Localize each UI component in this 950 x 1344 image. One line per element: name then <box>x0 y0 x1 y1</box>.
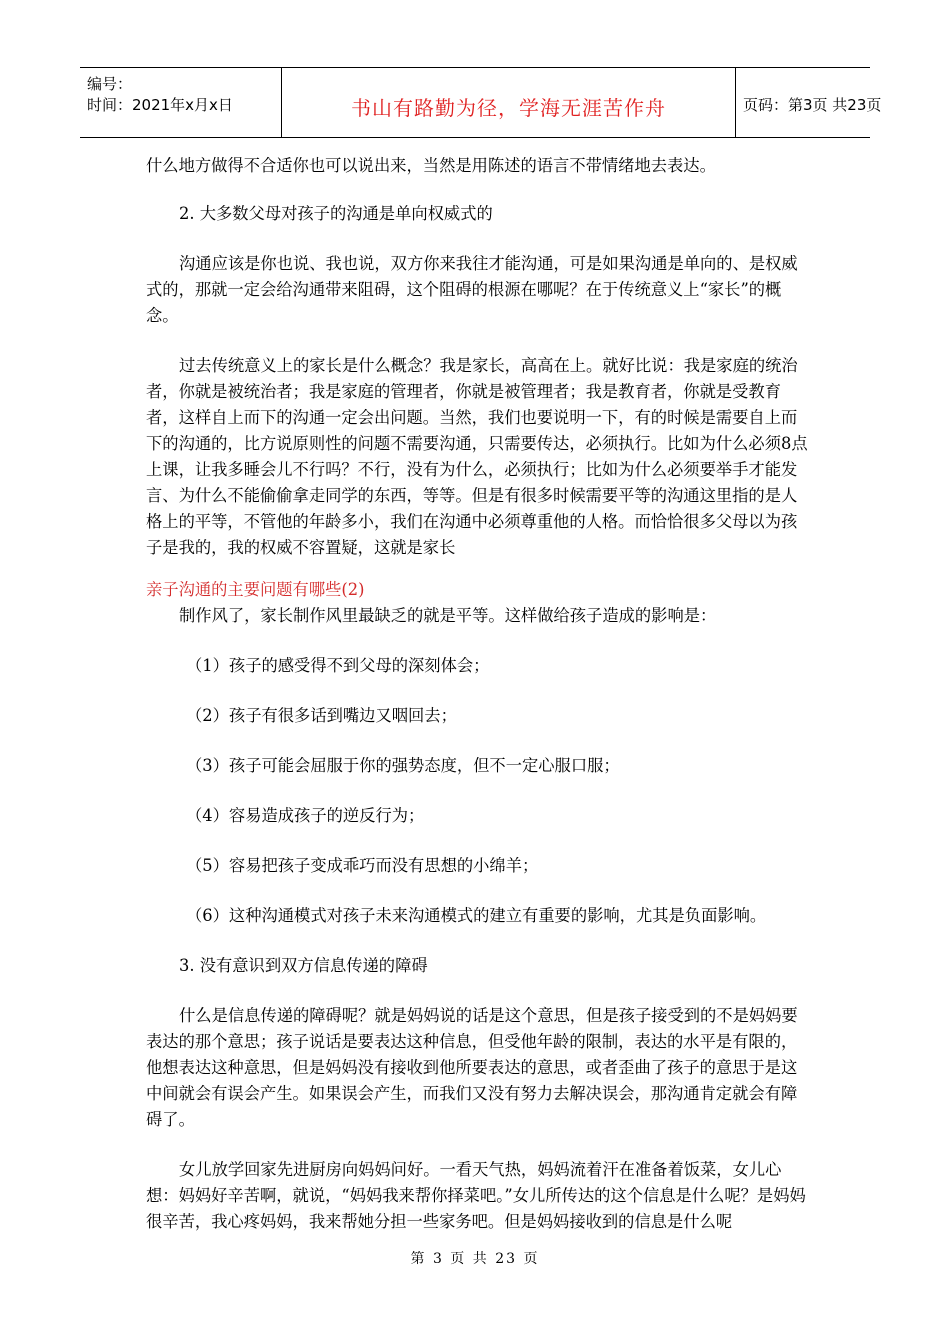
paragraph: 女儿放学回家先进厨房向妈妈问好。一看天气热，妈妈流着汗在准备着饭菜，女儿心想：妈妈好辛苦啊，就说，“妈妈我来帮你择菜吧。”女儿所传达的这个信息是什么呢？是妈妈很辛苦，我心疼妈妈，我来帮她分担一些家务吧。但是妈妈接收到的信息是什么呢 <box>146 1160 806 1231</box>
list-item: （1）孩子的感受得不到父母的深刻体会； <box>186 656 490 675</box>
header-motto: 书山有路勤为径，学海无涯苦作舟 <box>351 96 666 120</box>
page-header <box>80 67 882 138</box>
header-motto-cell <box>281 68 736 137</box>
section-heading: 3. 没有意识到双方信息传递的障碍 <box>179 956 428 975</box>
paragraph: 制作风了，家长制作风里最缺乏的就是平等。这样做给孩子造成的影响是： <box>179 606 717 625</box>
list-item: （3）孩子可能会屈服于你的强势态度，但不一定心服口服； <box>186 756 620 775</box>
header-page-number: 页码：第3页 共23页 <box>743 96 882 114</box>
document-number-label: 编号： <box>87 75 133 93</box>
red-subheading: 亲子沟通的主要问题有哪些(2) <box>146 580 365 599</box>
document-date-label: 时间：2021年x月x日 <box>87 96 233 114</box>
paragraph: 沟通应该是你也说、我也说，双方你来我往才能沟通，可是如果沟通是单向的、是权威式的，那就一定会给沟通带来阻碍，这个阻碍的根源在哪呢？在于传统意义上“家长”的概念。 <box>146 254 798 325</box>
paragraph: 过去传统意义上的家长是什么概念？我是家长，高高在上。就好比说：我是家庭的统治者，你就是被统治者；我是家庭的管理者，你就是被管理者；我是教育者，你就是受教育者，这样自上而下的沟通一定会出问题。当然，我们也要说明一下，有的时候是需要自上而下的沟通的，比方说原则性的问题不需要沟通，只需要传达，必须执行。比如为什么必须8点上课，让我多睡会儿不行吗？不行，没有为什么，必须执行；比如为什么必须要举手才能发言、为什么不能偷偷拿走同学的东西，等等。但是有很多时候需要平等的沟通这里指的是人格上的平等，不管他的年龄多小，我们在沟通中必须尊重他的人格。而恰恰很多父母以为孩子是我的，我的权威不容置疑，这就是家长 <box>146 356 808 557</box>
document-body <box>146 153 808 1235</box>
header-meta-cell <box>80 68 281 137</box>
list-item: （5）容易把孩子变成乖巧而没有思想的小绵羊； <box>186 856 539 875</box>
list-item: （2）孩子有很多话到嘴边又咽回去； <box>186 706 457 725</box>
section-heading: 2. 大多数父母对孩子的沟通是单向权威式的 <box>179 204 493 223</box>
list-item: （4）容易造成孩子的逆反行为； <box>186 806 425 825</box>
paragraph: 什么地方做得不合适你也可以说出来，当然是用陈述的语言不带情绪地去表达。 <box>146 156 716 175</box>
list-item: （6）这种沟通模式对孩子未来沟通模式的建立有重要的影响，尤其是负面影响。 <box>186 906 767 925</box>
page-footer: 第 3 页 共 23 页 <box>410 1251 540 1267</box>
header-page-cell <box>735 68 882 137</box>
paragraph: 什么是信息传递的障碍呢？就是妈妈说的话是这个意思，但是孩子接受到的不是妈妈要表达的那个意思；孩子说话是要表达这种信息，但受他年龄的限制，表达的水平是有限的，他想表达这种意思，但是妈妈没有接收到他所要表达的意思，或者歪曲了孩子的意思于是这中间就会有误会产生。如果误会产生，而我们又没有努力去解决误会，那沟通肯定就会有障碍了。 <box>146 1006 798 1129</box>
